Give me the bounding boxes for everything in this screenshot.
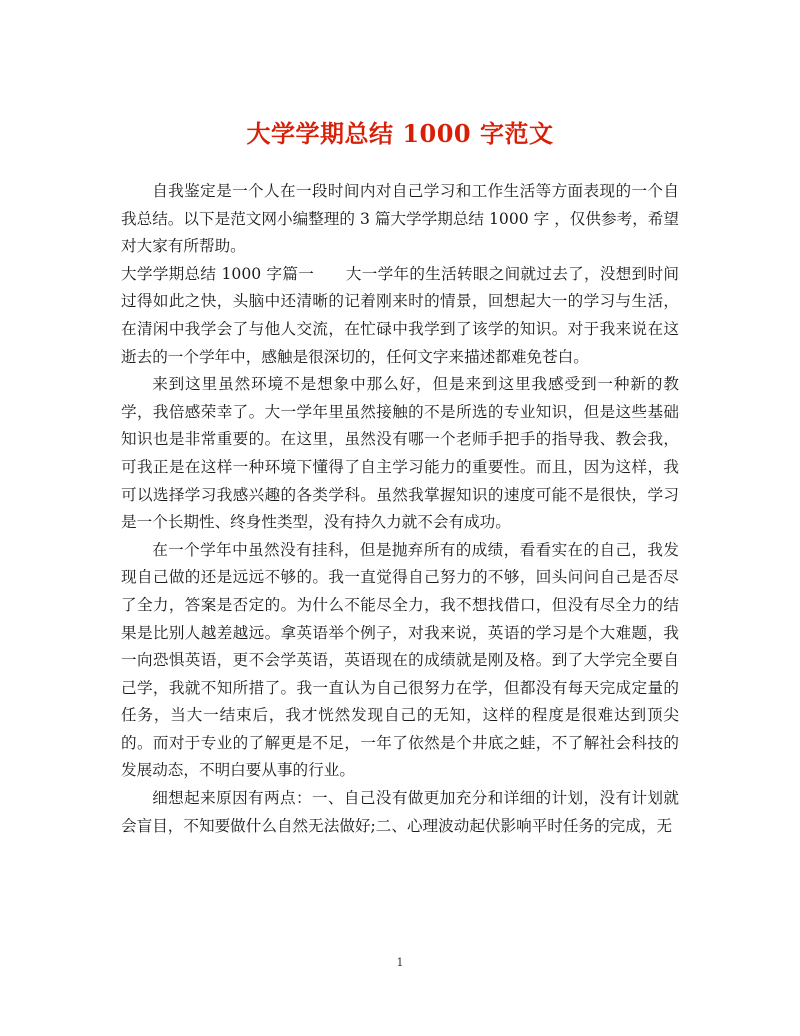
page-number: 1 [396, 956, 404, 969]
paragraph-environment: 来到这里虽然环境不是想象中那么好，但是来到这里我感受到一种新的教学，我倍感荣幸了。大一学年里虽然接触的不是所选的专业知识，但是这些基础知识也是非常重要的。在这里，虽然没有哪一个老师手把手的指导我、教会我，可我正是在这样一种环境下懂得了自主学习能力的重要性。而且，因为这样，我可以选择学习我感兴趣的各类学科。虽然我掌握知识的速度可能不是很快，学习是一个长期性、终身性类型，没有持久力就不会有成功。 [121, 375, 679, 532]
document-body [121, 178, 679, 840]
paragraph-intro: 自我鉴定是一个人在一段时间内对自己学习和工作生活等方面表现的一个自我总结。以下是范文网小编整理的 3 篇大学学期总结 1000 字 ，仅供参考，希望对大家有所帮助。 [121, 182, 679, 256]
document-title: 大学学期总结 1000 字范文 [246, 119, 554, 148]
paragraph-article-one-start: 大学学期总结 1000 字篇一 大一学年的生活转眼之间就过去了，没想到时间过得如此之快，头脑中还清晰的记着刚来时的情景，回想起大一的学习与生活，在清闲中我学会了与他人交流，在忙碌中我学到了该学的知识。对于我来说在这逝去的一个学年中，感触是很深切的，任何文字来描述都难免苍白。 [121, 264, 679, 366]
paragraph-reasons: 细想起来原因有两点：一、自己没有做更加充分和详细的计划，没有计划就会盲目，不知要做什么自然无法做好;二、心理波动起伏影响平时任务的完成，无 [121, 789, 679, 835]
paragraph-self-reflection: 在一个学年中虽然没有挂科，但是抛弃所有的成绩，看看实在的自己，我发现自己做的还是远远不够的。我一直觉得自己努力的不够，回头问问自己是否尽了全力，答案是否定的。为什么不能尽全力，我不想找借口，但没有尽全力的结果是比别人越差越远。拿英语举个例子，对我来说，英语的学习是个大难题，我一向恐惧英语，更不会学英语，英语现在的成绩就是刚及格。到了大学完全要自己学，我就不知所措了。我一直认为自己很努力在学，但都没有每天完成定量的任务，当大一结束后，我才恍然发现自己的无知，这样的程度是很难达到顶尖的。而对于专业的了解更是不足，一年了依然是个井底之蛙，不了解社会科技的发展动态，不明白要从事的行业。 [121, 540, 679, 780]
